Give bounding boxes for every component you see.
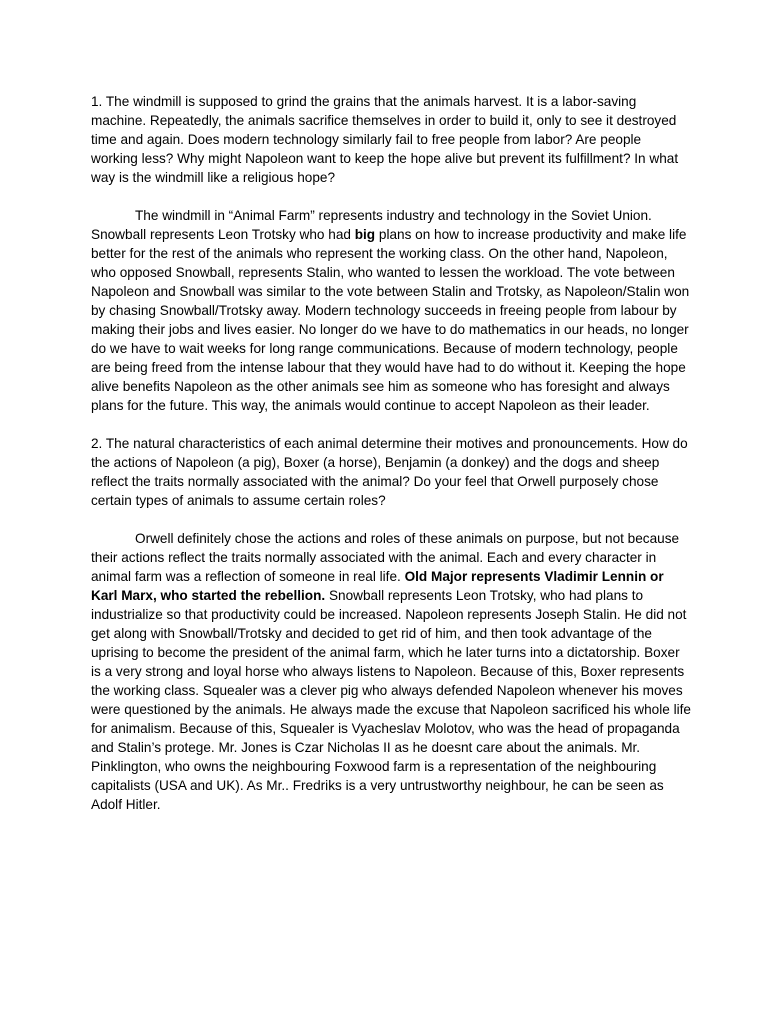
- answer-1-text-b: plans on how to increase productivity and make life better for the rest of the animals who represent the working class. On the other hand, Napoleon, who opposed Snowball, represents Stalin, who wanted to lessen the workload. The vote between Napoleon and Snowball was similar to the vote between Stalin and Trotsky, as Napoleon/Stalin won by chasing Snowball/Trotsky away. Modern technology succeeds in freeing people from labour by making their jobs and lives easier. No longer do we have to do mathematics in our heads, no longer do we have to wait weeks for long range communications. Because of modern technology, people are being freed from the intense labour that they would have had to do without it. Keeping the hope alive benefits Napoleon as the other animals see him as someone who has foresight and always plans for the future. This way, the animals would continue to accept Napoleon as their leader.: [91, 227, 690, 413]
- paragraph-spacer: [91, 510, 691, 529]
- answer-1: [91, 206, 691, 415]
- answer-2-text-a: Orwell definitely chose the actions and roles of these animals on purpose, but not because their actions reflect the traits normally associated with the animal. Each and every character in animal farm was a reflection of someone in real life.: [91, 531, 680, 584]
- document-page: [91, 92, 691, 814]
- answer-2-bold: Old Major represents Vladimir Lennin or Karl Marx, who started the rebellion.: [91, 569, 664, 603]
- question-1: 1. The windmill is supposed to grind the grains that the animals harvest. It is a labor-saving machine. Repeatedly, the animals sacrifice themselves in order to build it, only to see it destroyed time and again. Does modern technology similarly fail to free people from labor? Are people working less? Why might Napoleon want to keep the hope alive but prevent its fulfillment? In what way is the windmill like a religious hope?: [91, 94, 679, 185]
- question-2: 2. The natural characteristics of each animal determine their motives and pronouncements. How do the actions of Napoleon (a pig), Boxer (a horse), Benjamin (a donkey) and the dogs and sheep reflect the traits normally associated with the animal? Do your feel that Orwell purposely chose certain types of animals to assume certain roles?: [91, 436, 688, 508]
- paragraph-spacer: [91, 415, 691, 434]
- answer-1-bold: big: [354, 227, 376, 242]
- paragraph-spacer: [91, 187, 691, 206]
- answer-2: [91, 529, 691, 814]
- answer-1-text-a: The windmill in “Animal Farm” represents industry and technology in the Soviet Union. Snowball represents Leon Trotsky who had: [91, 208, 652, 242]
- answer-2-text-b: Snowball represents Leon Trotsky, who had plans to industrialize so that productivity could be increased. Napoleon represents Joseph Stalin. He did not get along with Snowball/Trotsky and decided to get rid of him, and then took advantage of the uprising to become the president of the animal farm, which he later turns into a dictatorship. Boxer is a very strong and loyal horse who always listens to Napoleon. Because of this, Boxer represents the working class. Squealer was a clever pig who always defended Napoleon whenever his moves were questioned by the animals. He always made the excuse that Napoleon sacrificed his whole life for animalism. Because of this, Squealer is Vyacheslav Molotov, who was the head of propaganda and Stalin’s protege. Mr. Jones is Czar Nicholas II as he doesnt care about the animals. Mr. Pinklington, who owns the neighbouring Foxwood farm is a representation of the neighbouring capitalists (USA and UK). As Mr.. Fredriks is a very untrustworthy neighbour, he can be seen as Adolf Hitler.: [91, 588, 691, 812]
